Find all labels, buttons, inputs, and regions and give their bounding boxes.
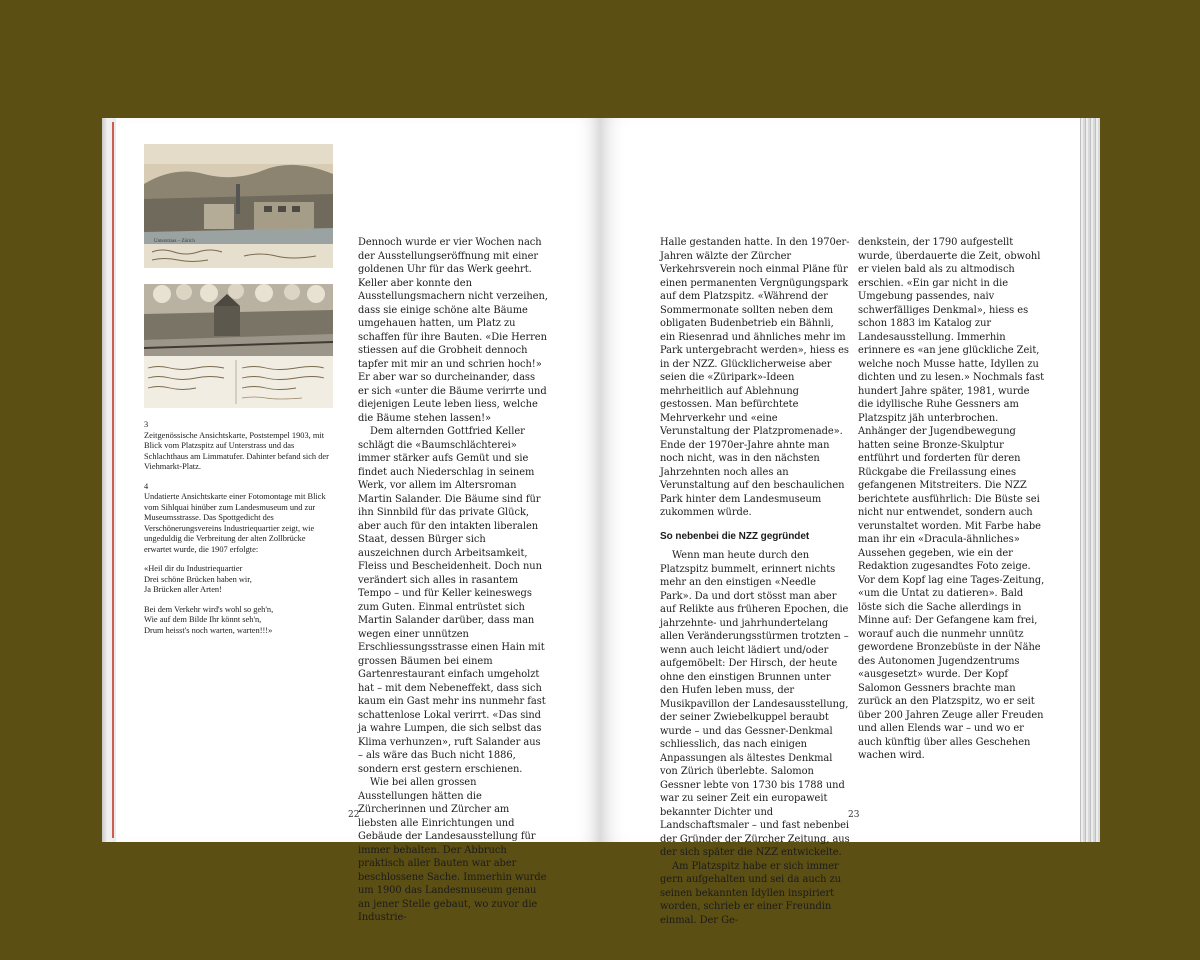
poem-line: «Heil dir du Industriequartier xyxy=(144,564,243,573)
poem-line: Drei schöne Brücken haben wir, xyxy=(144,574,252,584)
postcard-1-inscription: Unterstrass – Zürich xyxy=(154,239,195,244)
poem-line: Drum heisst's noch warten, warten!!!» xyxy=(144,625,273,635)
postcard-image-1 xyxy=(144,144,333,268)
paragraph: Wie bei allen grossen Ausstellungen hätten die Zürcherinnen und Zürcher am liebsten alle Einrichtungen und Gebäude der Landesausstellung für immer behalten. Der Abbruch praktisch aller Bauten war aber beschlossene Sache. Immerhin wurde um 1900 das Landesmuseum genau an jener Stelle gebaut, wo zuvor die Industrie- xyxy=(358,777,547,923)
red-page-edge xyxy=(112,122,114,838)
poem-line: Bei dem Verkehr wird's wohl so geh'n, xyxy=(144,604,274,614)
paragraph: Am Platzspitz habe er sich immer gern aufgehalten und sei da auch zu seinen bekannten Idyllen inspiriert worden, schrieb er einer Freundin einmal. Der Ge- xyxy=(660,860,841,926)
book-edge-left xyxy=(102,118,116,842)
page-number-right: 23 xyxy=(848,810,860,820)
paragraph: Dennoch wurde er vier Wochen nach der Ausstellungseröffnung mit einer goldenen Uhr für das Werk geehrt. Keller aber konnte den Ausstellungsmachern nicht verzeihen, dass sie einige schöne alte Bäume umgehauen hatten, um Platz zu schaffen für ihre Bauten. «Die Herren stiessen auf die Grobheit dennoch tapfer mit mir an und schrien hoch!» Er aber war so durcheinander, dass er sich «unter die Bäume verirrte und diejenigen Leute leben liess, welche die Bäume stehen lassen!» xyxy=(358,237,548,424)
poem-line: Ja Brücken aller Arten! xyxy=(144,585,222,594)
section-heading: So nebenbei die NZZ gegründet xyxy=(660,530,810,542)
paragraph: Dem alternden Gottfried Keller schlägt die «Baumschlächterei» immer stärker aufs Gemüt und sie findet auch Niederschlag in seinem Werk, vor allem im Altersroman Martin Salander. Die Bäume sind für ihn Sinnbild für das private Glück, aber auch für den intakten liberalen Staat, dessen Bürger sich auszeichnen durch Arbeitsamkeit, Fleiss und Bescheidenheit. Doch nun verändert sich alles in rasantem Tempo – und für Keller keineswegs zum Guten. Einmal entrüstet sich Martin Salander darüber, dass man wegen einer unnützen Erschliessungsstrasse einen Hain mit grossen Bäumen bei einem Gartenrestaurant einfach umgeholzt hat – mit dem Nebeneffekt, dass sich kaum ein Gast mehr ins nunmehr fast schattenlose Lokal verirrt. «Das sind ja wahre Lumpen, die sich selbst das Klima verhunzen», ruft Salander aus – als wäre das Buch nicht 1886, sondern erst gestern erschienen. xyxy=(358,426,546,775)
paragraph: Halle gestanden hatte. In den 1970er-Jahren wälzte der Zürcher Verkehrsverein noch einmal Pläne für einen permanenten Vergnügungspark auf dem Platzspitz. «Während der Sommermonate sollten neben dem obligaten Budenbetrieb ein Bähnli, ein Riesenrad und ähnliches mehr im Park untergebracht werden», hiess es in der NZZ. Glücklicherweise aber seien die «Züripark»-Ideen mehrheitlich auf Ablehnung gestossen. Man befürchtete Mehrverkehr und «eine Verunstaltung der Platzpromenade». Ende der 1970er-Jahre ahnte man noch nicht, was in den nächsten Jahrzehnten noch alles an Verunstaltung auf den beschaulichen Park hinter dem Landesmuseum zukommen würde. xyxy=(660,237,850,518)
page-number-left: 22 xyxy=(348,810,360,820)
right-text-column-2 xyxy=(858,236,1046,763)
caption-3-number: 3 xyxy=(144,420,149,429)
left-text-column xyxy=(358,236,548,925)
paragraph: denkstein, der 1790 aufgestellt wurde, überdauerte die Zeit, obwohl er vielen bald als zu altmodisch erschien. «Ein gar nicht in die Umgebung passendes, naiv schwerfälliges Denkmal», hiess es schon 1883 im Katalog zur Landesausstellung. Immerhin erinnere es «an jene glückliche Zeit, welche noch Musse hatte, Idyllen zu dichten und zu lesen.» Nochmals fast hundert Jahre später, 1981, wurde die idyllische Ruhe Gessners am Platzspitz jäh unterbrochen. Anhänger der Jugendbewegung hatten seine Bronze-Skulptur entführt und forderten für deren Rückgabe die Freilassung eines gefangenen Mitstreiters. Die NZZ berichtete ausführlich: Die Büste sei nicht nur entwendet, sondern auch verunstaltet worden. Mit Farbe habe man ihr ein «Dracula-ähnliches» Aussehen gegeben, wie ein der Redaktion zugesandtes Foto zeige. Vor dem Kopf lag eine Tages-Zeitung, «um die Untat zu datieren». Bald löste sich die Sache allerdings in Minne auf: Der Gefangene kam frei, worauf auch die nunmehr unnütz gewordene Bronzebüste in der Nähe des Autonomen Jugendzentrums «ausgesetzt» wurde. Der Kopf Salomon Gessners brachte man zurück an den Platzspitz, wo er seit über 200 Jahren Zeuge aller Freuden und allen Elends war – und wo er auch künftig über alles Geschehen wachen wird. xyxy=(858,237,1045,761)
captions xyxy=(144,420,334,636)
poem-line: Wie auf dem Bilde Ihr könnt seh'n, xyxy=(144,615,262,624)
postcard-image-2 xyxy=(144,284,333,408)
paragraph: Wenn man heute durch den Platzspitz bummelt, erinnert nichts mehr an den einstigen «Needle Park». Da und dort stösst man aber auf Relikte aus früheren Epochen, die jahrzehnte- und jahrhundertelang allen Veränderungsstürmen trotzten – wenn auch leicht lädiert und/oder aufgemöbelt: Der Hirsch, der heute ohne den einstigen Brunnen unter den Hufen leben muss, der Musikpavillon der Landesausstellung, der seiner Zwiebelkuppel beraubt wurde – und das Gessner-Denkmal schliesslich, das nach einigen Anpassungen als ältestes Denkmal von Zürich überlebte. Salomon Gessner lebte von 1730 bis 1788 und war zu seiner Zeit ein europaweit bekannter Dichter und Landschaftsmaler – und fast nebenbei der Gründer der Zürcher Zeitung, aus der sich später die NZZ entwickelte. xyxy=(660,550,850,858)
caption-3-text: Zeitgenössische Ansichtskarte, Poststempel 1903, mit Blick vom Platzspitz auf Unterstrass und das Schlachthaus am Limmatufer. Dahinter befand sich der Viehmarkt-Platz. xyxy=(144,430,329,471)
caption-4-text: Undatierte Ansichtskarte einer Fotomontage mit Blick vom Sihlquai hinüber zum Landesmuseum und zur Museumsstrasse. Das Spottgedicht des Verschönerungsvereins Industriequartier zeigt, wie ungeduldig die Verbreitung der alten Zollbrücke erwartet wurde, die 1907 erfolgte: xyxy=(144,492,326,554)
right-text-column-1 xyxy=(660,236,850,927)
book-edge-right xyxy=(1078,118,1100,842)
caption-4-number: 4 xyxy=(144,481,149,491)
